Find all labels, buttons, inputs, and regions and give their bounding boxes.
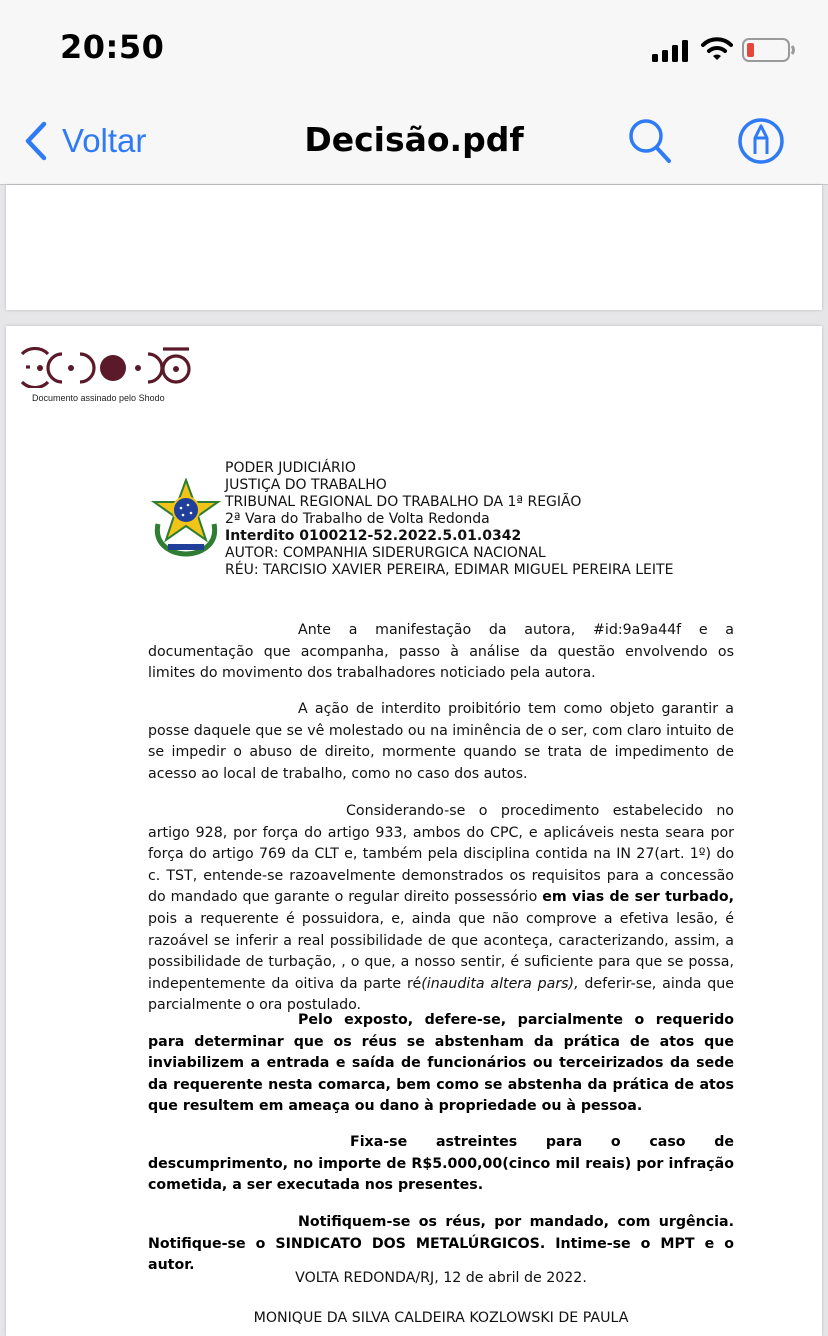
document-date: VOLTA REDONDA/RJ, 12 de abril de 2022. xyxy=(295,1270,587,1286)
wifi-icon xyxy=(701,37,733,61)
chevron-left-icon xyxy=(24,121,48,161)
pdf-page-previous xyxy=(6,185,822,310)
paragraph xyxy=(148,620,734,685)
battery-icon xyxy=(742,38,796,62)
paragraph-text: Notifiquem-se os réus, por mandado, com urgência. Notifique-se o SINDICATO DOS METALÚRGICOS. Intime-se o MPT e o autor. xyxy=(148,1214,734,1274)
paragraph-bold xyxy=(148,1212,734,1277)
status-time: 20:50 xyxy=(60,28,165,66)
navigation-bar xyxy=(0,100,828,185)
paragraph-text: Considerando-se o procedimento estabelecido no artigo 928, por força do artigo 933, ambos do CPC, e aplicáveis nesta seara por força do artigo 769 da CLT e, também pela disciplina contida na IN 27(art. 1º) do c. TST, entende-se razoavelmente demonstrados os requisitos para a concessão do mandado que garante o regular direito possessório xyxy=(148,803,734,906)
search-icon[interactable] xyxy=(626,116,674,166)
pdf-page xyxy=(6,326,822,1336)
header-line: 2ª Vara do Trabalho de Volta Redonda xyxy=(225,511,490,527)
shodo-logo xyxy=(18,344,194,388)
document-title: Decisão.pdf xyxy=(304,120,524,159)
paragraph-text: Pelo exposto, defere-se, parcialmente o requerido para determinar que os réus se abstenham da prática de atos que inviabilizem a entrada e saída de funcionários ou terceirizados da sede da requerente nesta comarca, bem como se abstenha da prática de atos que resultem em ameaça ou dano à propriedade ou à pessoa. xyxy=(148,1012,734,1115)
paragraph-text: Fixa-se astreintes para o caso de descumprimento, no importe de R$5.000,00(cinco mil reais) por infração cometida, a ser executada nos presentes. xyxy=(148,1134,734,1194)
logo-caption: Documento assinado pelo Shodo xyxy=(32,393,165,403)
header-line: PODER JUDICIÁRIO xyxy=(225,460,356,476)
cellular-signal-icon xyxy=(652,40,690,62)
paragraph-text: pois a requerente é possuidora, e, ainda que não comprove a efetiva lesão, é razoável se inferir a real possibilidade de que aconteça, caracterizando, assim, a possibilidade de turbação, , o que, a nosso sentir, é suficiente para que se possa, indepentemente da oitiva da parte ré xyxy=(148,910,734,992)
back-button[interactable] xyxy=(24,118,146,164)
paragraph-bold xyxy=(148,1010,734,1118)
header-author: AUTOR: COMPANHIA SIDERURGICA NACIONAL xyxy=(225,545,546,561)
paragraph-bold-text: em vias de ser turbado, xyxy=(542,889,734,906)
signer-name: MONIQUE DA SILVA CALDEIRA KOZLOWSKI DE PAULA xyxy=(253,1310,629,1326)
paragraph-italic-text: (inaudita altera pars), xyxy=(421,975,579,992)
paragraph-text: A ação de interdito proibitório tem como objeto garantir a posse daquele que se vê molestado ou na iminência de o ser, com claro intuito de se impedir o abuso de direito, mormente quando se trata de impedimento de acesso ao local de trabalho, como no caso dos autos. xyxy=(148,701,734,782)
paragraph-bold xyxy=(148,1132,734,1197)
paragraph-text: deferir-se, ainda que parcialmente o ora postulado. xyxy=(148,975,734,1014)
paragraph-text: Ante a manifestação da autora, #id:9a9a44f e a documentação que acompanha, passo à análise da questão envolvendo os limites do movimento dos trabalhadores noticiado pela autora. xyxy=(148,622,734,682)
header-line: TRIBUNAL REGIONAL DO TRABALHO DA 1ª REGIÃO xyxy=(225,494,582,510)
brasao-crest-icon xyxy=(150,478,222,558)
markup-pen-icon[interactable] xyxy=(737,116,785,166)
case-number: Interdito 0100212-52.2022.5.01.0342 xyxy=(225,528,522,544)
paragraph xyxy=(148,801,734,1017)
document-header xyxy=(225,460,673,579)
back-label: Voltar xyxy=(62,122,147,159)
status-bar xyxy=(0,0,828,100)
header-defendants: RÉU: TARCISIO XAVIER PEREIRA, EDIMAR MIGUEL PEREIRA LEITE xyxy=(225,562,674,578)
header-line: JUSTIÇA DO TRABALHO xyxy=(225,477,387,493)
paragraph xyxy=(148,699,734,785)
